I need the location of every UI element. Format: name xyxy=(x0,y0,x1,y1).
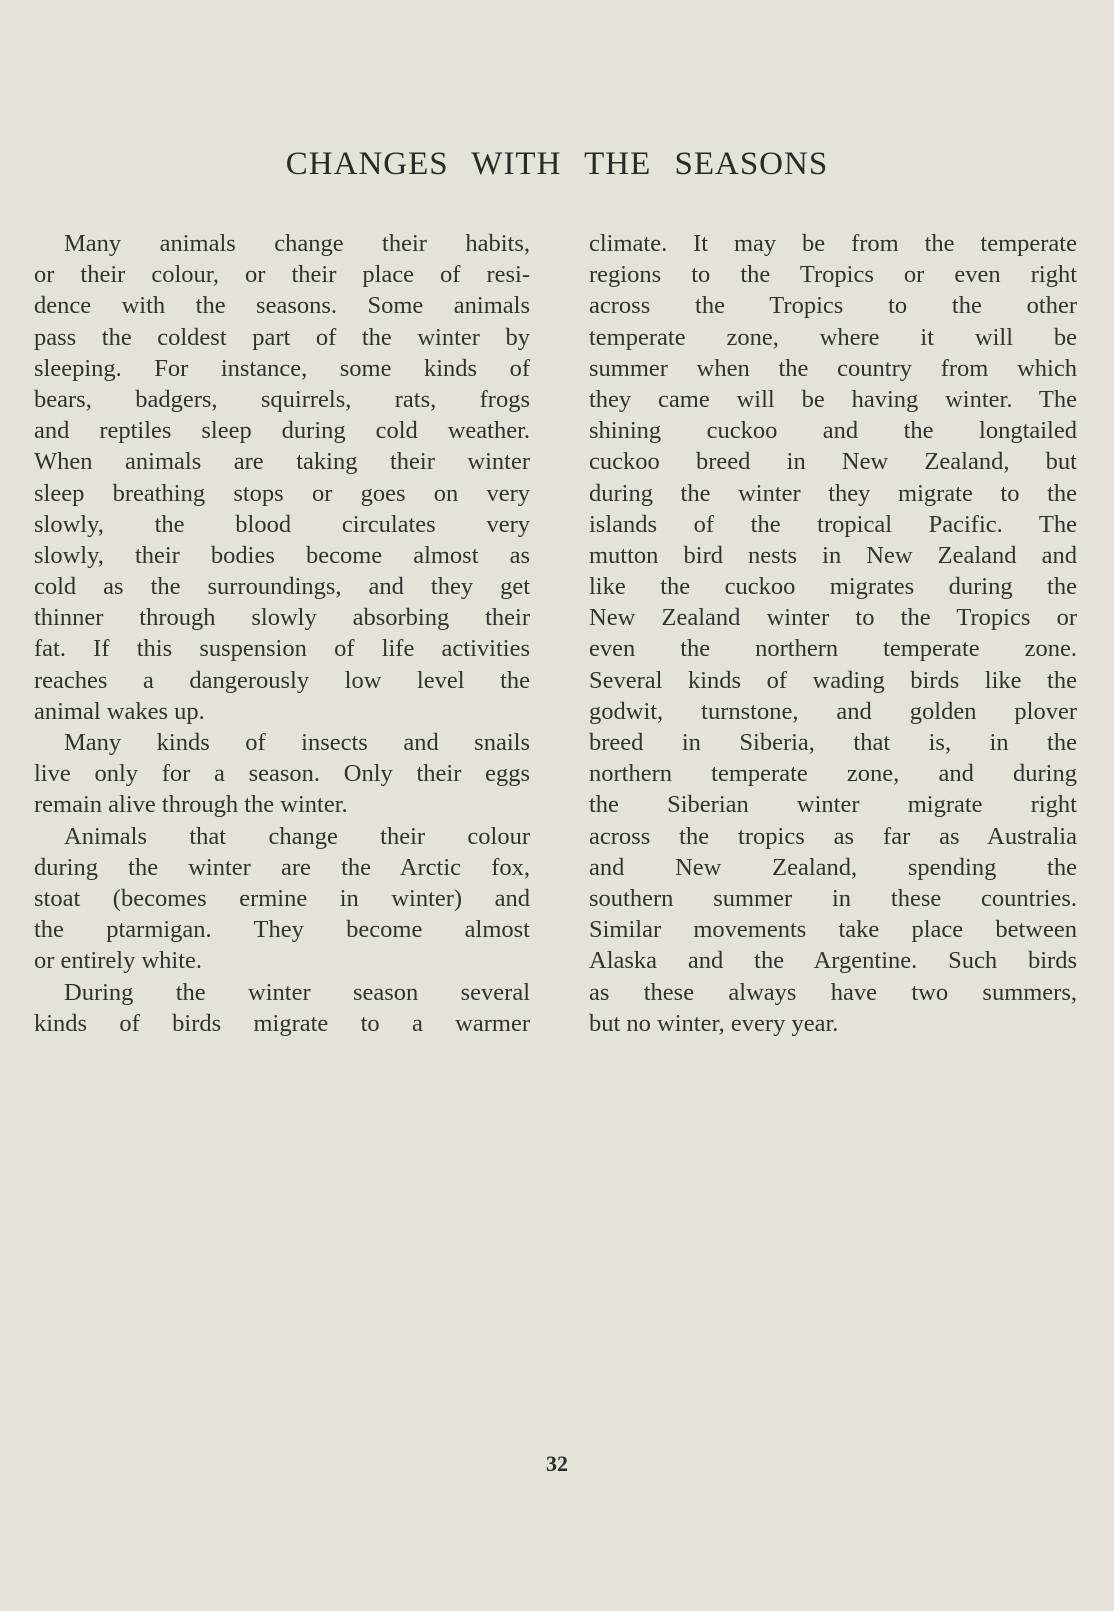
text-line: across the tropics as far as Australia xyxy=(589,822,1077,850)
text-line: temperate zone, where it will be xyxy=(589,323,1077,351)
text-line: reaches a dangerously low level the xyxy=(34,666,530,694)
text-line: Many kinds of insects and snails xyxy=(64,729,530,756)
text-line: Similar movements take place between xyxy=(589,916,1077,944)
text-line: the Siberian winter migrate right xyxy=(589,791,1077,819)
text-line: mutton bird nests in New Zealand and xyxy=(589,541,1077,569)
text-line: shining cuckoo and the longtailed xyxy=(589,417,1077,445)
text-line: regions to the Tropics or even right xyxy=(589,261,1077,289)
text-line: During the winter season several xyxy=(64,978,530,1006)
text-line: they came will be having winter. The xyxy=(589,385,1077,413)
text-line: or entirely white. xyxy=(34,947,203,975)
text-line: but no winter, every year. xyxy=(589,1009,839,1037)
left-column xyxy=(34,228,530,1039)
text-line: northern temperate zone, and during xyxy=(589,760,1077,788)
text-line: slowly, their bodies become almost as xyxy=(34,541,530,569)
text-line: stoat (becomes ermine in winter) and xyxy=(34,884,530,912)
text-line: and New Zealand, spending the xyxy=(589,853,1077,881)
text-line: even the northern temperate zone. xyxy=(589,635,1077,663)
text-line: New Zealand winter to the Tropics or xyxy=(589,604,1077,632)
text-line: pass the coldest part of the winter by xyxy=(34,323,530,351)
text-line: Animals that change their colour xyxy=(64,822,530,850)
text-line: animal wakes up. xyxy=(34,697,205,725)
text-line: or their colour, or their place of resi- xyxy=(34,261,530,289)
text-line: summer when the country from which xyxy=(589,354,1077,382)
text-line: Alaska and the Argentine. Such birds xyxy=(589,947,1077,975)
text-line: the ptarmigan. They become almost xyxy=(34,916,530,944)
text-line: godwit, turnstone, and golden plover xyxy=(589,697,1077,725)
text-line: Several kinds of wading birds like the xyxy=(589,666,1077,694)
text-line: islands of the tropical Pacific. The xyxy=(589,510,1077,538)
text-line: bears, badgers, squirrels, rats, frogs xyxy=(34,385,530,413)
page-number: 32 xyxy=(546,1451,568,1476)
text-line: sleep breathing stops or goes on very xyxy=(34,479,530,507)
text-line: like the cuckoo migrates during the xyxy=(589,573,1077,601)
text-line: thinner through slowly absorbing their xyxy=(34,604,530,632)
text-line: dence with the seasons. Some animals xyxy=(34,292,530,320)
text-line: Many animals change their habits, xyxy=(64,230,530,257)
text-line: during the winter they migrate to the xyxy=(589,479,1077,507)
text-line: cold as the surroundings, and they get xyxy=(34,573,530,601)
text-line: live only for a season. Only their eggs xyxy=(34,760,530,788)
text-line: fat. If this suspension of life activities xyxy=(34,635,530,663)
text-line: cuckoo breed in New Zealand, but xyxy=(589,448,1077,476)
text-line: remain alive through the winter. xyxy=(34,791,348,819)
text-line: slowly, the blood circulates very xyxy=(34,510,530,538)
text-line: When animals are taking their winter xyxy=(34,448,530,476)
text-line: southern summer in these countries. xyxy=(589,884,1077,912)
text-line: kinds of birds migrate to a warmer xyxy=(34,1009,530,1037)
text-line: sleeping. For instance, some kinds of xyxy=(34,354,530,382)
text-line: climate. It may be from the temperate xyxy=(589,230,1077,257)
text-line: during the winter are the Arctic fox, xyxy=(34,853,530,881)
right-column xyxy=(589,228,1077,1039)
text-line: breed in Siberia, that is, in the xyxy=(589,729,1077,756)
page-title: CHANGES WITH THE SEASONS xyxy=(285,146,829,182)
text-line: and reptiles sleep during cold weather. xyxy=(34,417,530,445)
text-line: as these always have two summers, xyxy=(589,978,1077,1006)
text-line: across the Tropics to the other xyxy=(589,292,1077,320)
